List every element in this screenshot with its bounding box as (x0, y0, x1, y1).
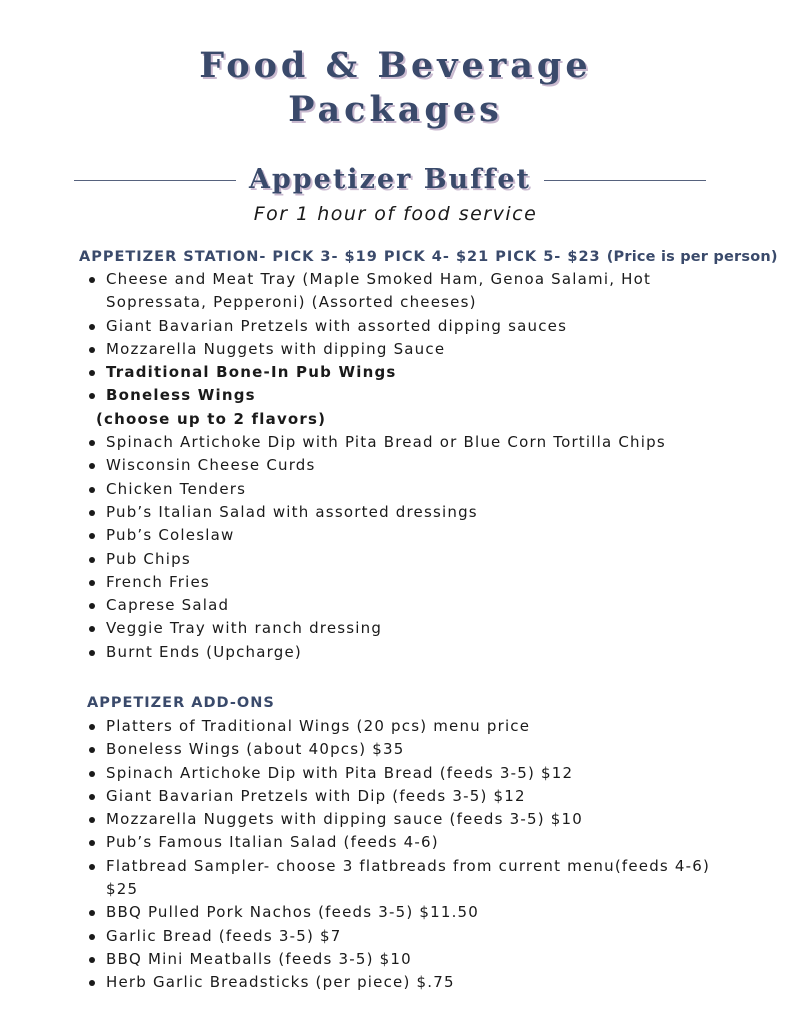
list-item: Mozzarella Nuggets with dipping Sauce (82, 338, 772, 361)
heading-rule-right (544, 180, 706, 181)
page-title (0, 44, 791, 132)
list-item-continuation: Sopressata, Pepperoni) (Assorted cheeses) (106, 293, 477, 312)
addons-label: APPETIZER ADD-ONS (87, 695, 275, 711)
list-item: Pub Chips (82, 548, 772, 571)
station-list (82, 268, 772, 664)
list-item: Giant Bavarian Pretzels with assorted dipping sauces (82, 315, 772, 338)
list-item: Caprese Salad (82, 594, 772, 617)
list-item: BBQ Pulled Pork Nachos (feeds 3-5) $11.50 (82, 901, 772, 924)
list-item: Burnt Ends (Upcharge) (82, 641, 772, 664)
list-item: BBQ Mini Meatballs (feeds 3-5) $10 (82, 948, 772, 971)
list-item: Pub’s Famous Italian Salad (feeds 4-6) (82, 831, 772, 854)
page-title-line-1: Food & Beverage (199, 45, 592, 86)
list-item: Giant Bavarian Pretzels with Dip (feeds 3-5) $12 (82, 785, 772, 808)
addons-list (82, 715, 772, 995)
page-title-line-2: Packages (288, 89, 503, 130)
list-item: Herb Garlic Breadsticks (per piece) $.75 (82, 971, 772, 994)
list-item: Spinach Artichoke Dip with Pita Bread (feeds 3-5) $12 (82, 762, 772, 785)
list-item: Garlic Bread (feeds 3-5) $7 (82, 925, 772, 948)
list-item: Cheese and Meat Tray (Maple Smoked Ham, Genoa Salami, Hot (82, 268, 772, 291)
list-item: French Fries (82, 571, 772, 594)
list-item: Traditional Bone-In Pub Wings (82, 361, 772, 384)
list-item: Pub’s Italian Salad with assorted dressings (82, 501, 772, 524)
station-label-text: APPETIZER STATION- PICK 3- $19 PICK 4- $21 PICK 5- $23 (79, 249, 601, 265)
list-item-note: (choose up to 2 flavors) (96, 409, 327, 428)
section-subtitle: For 1 hour of food service (253, 203, 538, 225)
section-heading: Appetizer Buffet (248, 164, 532, 195)
list-item: Mozzarella Nuggets with dipping sauce (feeds 3-5) $10 (82, 808, 772, 831)
list-item: Flatbread Sampler- choose 3 flatbreads from current menu(feeds 4-6) (82, 855, 772, 878)
list-item: Boneless Wings (82, 384, 772, 407)
list-item: Spinach Artichoke Dip with Pita Bread or Blue Corn Tortilla Chips (82, 431, 772, 454)
station-label (79, 247, 778, 267)
list-item: Pub’s Coleslaw (82, 524, 772, 547)
list-item-continuation: $25 (106, 880, 139, 899)
list-item: Wisconsin Cheese Curds (82, 454, 772, 477)
station-price-note: (Price is per person) (606, 249, 778, 265)
list-item: Chicken Tenders (82, 478, 772, 501)
section-header (74, 162, 706, 202)
list-item: Platters of Traditional Wings (20 pcs) menu price (82, 715, 772, 738)
list-item: Veggie Tray with ranch dressing (82, 617, 772, 640)
list-item: Boneless Wings (about 40pcs) $35 (82, 738, 772, 761)
